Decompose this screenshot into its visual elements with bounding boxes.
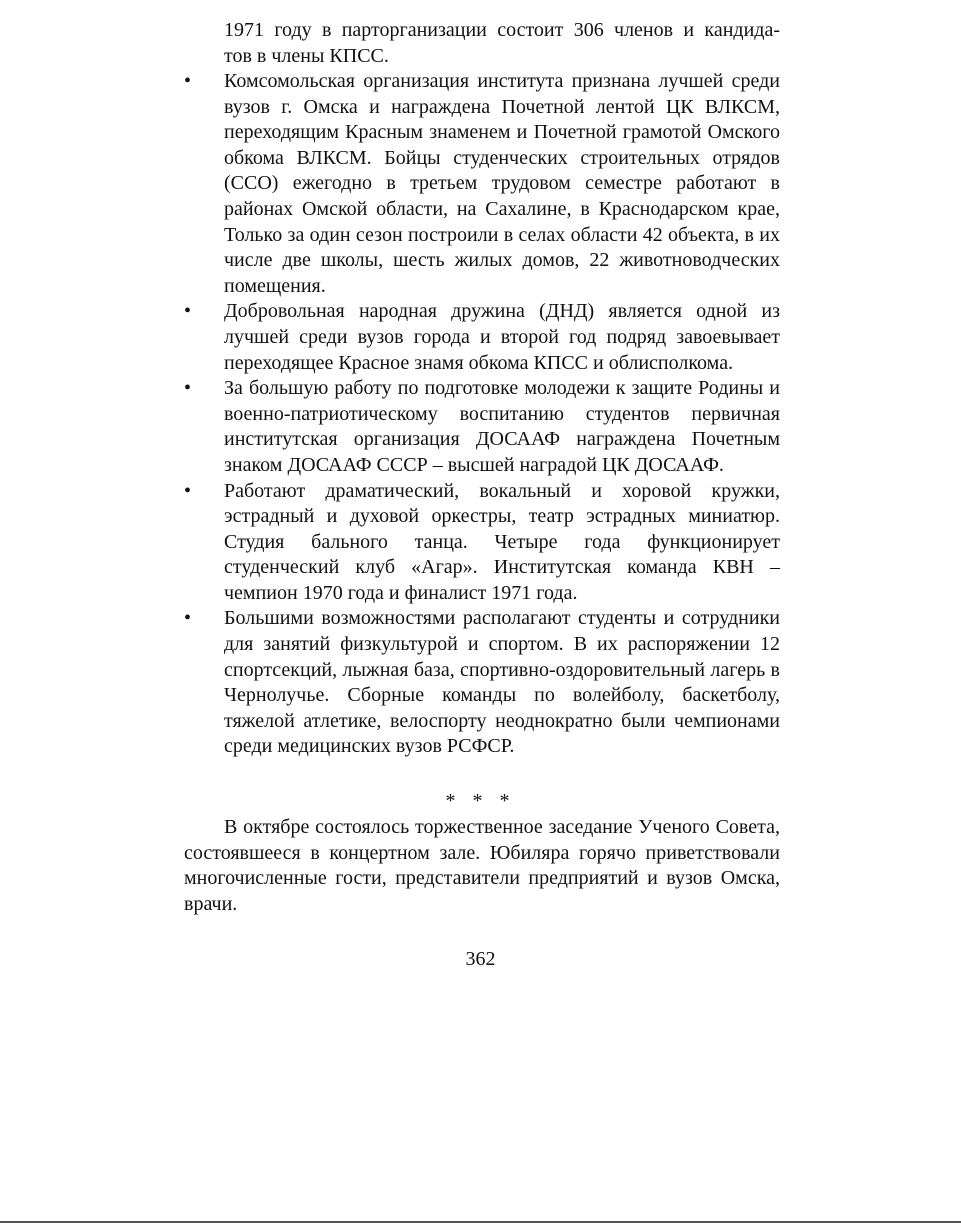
page-number: 362 bbox=[465, 948, 496, 970]
continued-paragraph bbox=[224, 18, 780, 69]
bullet-text: Комсомольская организация института признана лучшей среди вузов г. Омска и награждена Почетной лентой ЦК ВЛКСМ, переходящим Красным знаменем и Почетной грамотой Омского обкома ВЛКСМ. Бойцы студенческих строительных отрядов (ССО) ежегодно в третьем трудовом семестре работают в районах Омской области, на Сахалине, в Краснодарском крае, Только за один сезон построили в селах области 42 объекта, в их числе две школы, шесть жилых домов, 22 животноводческих помещения. bbox=[224, 70, 780, 297]
continued-line-2: тов в члены КПСС. bbox=[224, 44, 389, 67]
bullet-item-komsomol bbox=[184, 69, 780, 299]
bullet-icon: • bbox=[184, 300, 192, 323]
bullet-text: Добровольная народная дружина (ДНД) является одной из лучшей среди вузов города и второй год подряд завоевывает переходящее Красное знамя обкома КПСС и облисполкома. bbox=[224, 300, 780, 374]
bullet-icon: • bbox=[184, 479, 192, 502]
closing-paragraph: В октябре состоялось торжественное заседание Ученого Совета, состоявшееся в концертном зале. Юбиляра горячо приветствовали многочисленные гости, представители предприятий и вузов Омска, врачи. bbox=[184, 816, 780, 915]
bullet-icon: • bbox=[184, 70, 192, 92]
bullet-text: Большими возможностями располагают студенты и сотрудники для занятий физкультурой и спортом. В их распоряжении 12 спортсекций, лыжная база, спортивно-оздоровительный лагерь в Чернолучье. Сборные команды по волейболу, баскетболу, тяжелой атлетике, велоспорту неоднократно были чемпионами среди медицинских вузов РСФСР. bbox=[224, 607, 780, 758]
bullet-icon: • bbox=[184, 377, 192, 400]
bullet-item-dosaaf bbox=[184, 376, 780, 478]
bullet-item-dnd bbox=[184, 299, 780, 376]
bottom-edge-line bbox=[0, 1221, 961, 1223]
bullet-text: Работают драматический, вокальный и хоровой кружки, эстрадный и духовой оркестры, театр эстрадных миниатюр. Студия бального танца. Четыре года функционирует студенческий клуб «Агар». Институтская команда КВН – чемпион 1970 года и финалист 1971 года. bbox=[224, 479, 780, 604]
bullet-list bbox=[184, 69, 780, 760]
bullet-text: За большую работу по подготовке молодежи к защите Родины и военно-патриотическому воспитанию студентов первичная институтская организация ДОСААФ награждена Почетным знаком ДОСААФ СССР – высшей наградой ЦК ДОСААФ. bbox=[224, 377, 780, 476]
section-separator: * * * bbox=[445, 790, 516, 812]
bullet-item-sport bbox=[184, 606, 780, 760]
bullet-item-culture bbox=[184, 479, 780, 607]
continued-line-1: 1971 году в парторганизации состоит 306 членов и кандида- bbox=[224, 19, 780, 41]
bullet-icon: • bbox=[184, 607, 192, 630]
